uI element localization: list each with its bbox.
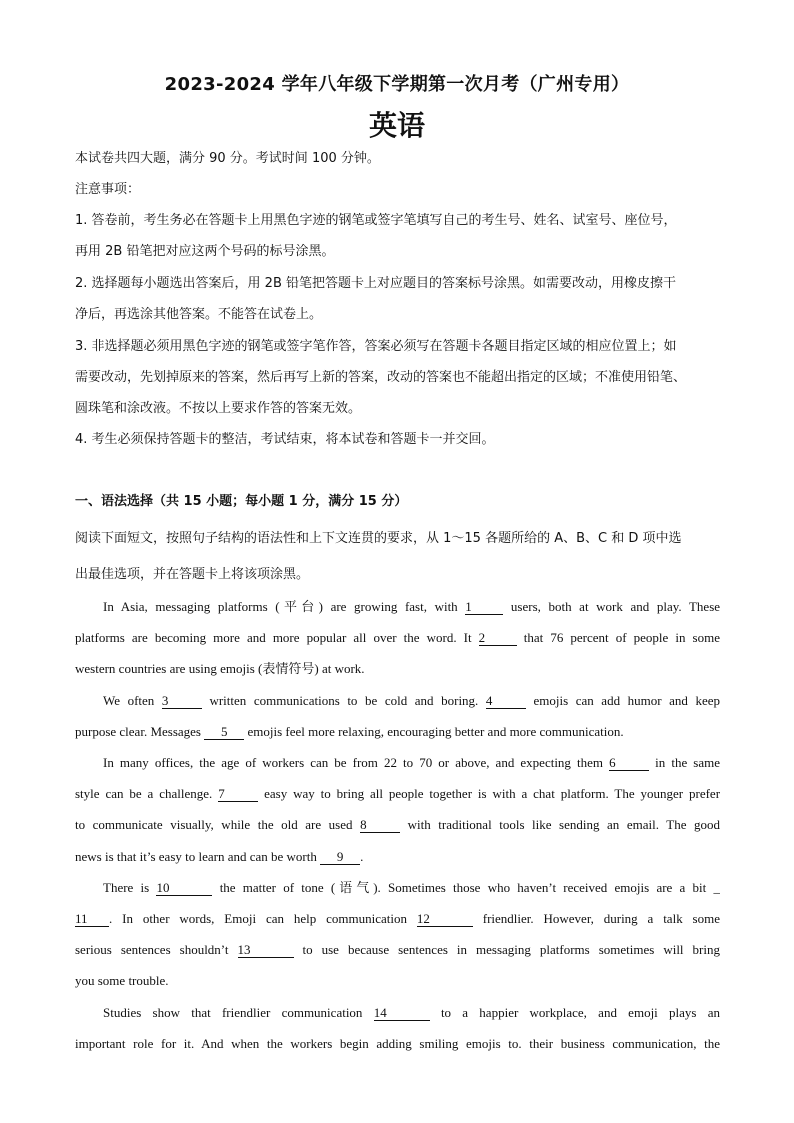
note-3-line-2: 需要改动，先划掉原来的答案，然后再写上新的答案，改动的答案也不能超出指定的区域；不准使用铅笔、 — [75, 370, 687, 385]
passage-text: In Asia, messaging platforms (平台) are growing fast, with — [103, 599, 458, 614]
passage-text: to use because sentences in messaging platforms sometimes will bring — [302, 942, 720, 957]
note-2-line-1: 2. 选择题每小题选出答案后，用 2B 铅笔把答题卡上对应题目的答案标号涂黑。如需要改动，用橡皮擦干 — [75, 276, 676, 291]
passage-line — [75, 692, 720, 710]
subject-title: 英语 — [368, 109, 425, 142]
passage-text: users, both at work and play. These — [510, 599, 720, 614]
blank-5: 5 — [204, 725, 244, 740]
passage-text: In many offices, the age of workers can be from 22 to 70 or above, and expecting them — [103, 755, 603, 770]
blank-1: 1 — [465, 600, 503, 615]
passage-text: emojis can add humor and keep — [533, 693, 720, 708]
blank-13: 13 — [238, 943, 294, 958]
passage-text: We often — [103, 693, 155, 708]
blank-4: 4 — [486, 694, 526, 709]
passage-line — [75, 879, 720, 897]
blank-2: 2 — [479, 631, 517, 646]
passage-text: . — [360, 849, 364, 864]
notes-heading: 注意事项： — [75, 182, 141, 197]
passage-line — [75, 910, 720, 928]
passage-line: western countries are using emojis (表情符号) at work. — [75, 661, 365, 676]
section-1-instructions-1: 阅读下面短文，按照句子结构的语法性和上下文连贯的要求，从 1～15 各题所给的 A、B、C 和 D 项中选 — [75, 531, 682, 546]
exam-title: 2023-2024 学年八年级下学期第一次月考（广州专用） — [164, 74, 630, 95]
blank-14: 14 — [374, 1006, 430, 1021]
passage-text: with traditional tools like sending an email. The good — [407, 817, 720, 832]
passage-text: written communications to be cold and boring. — [209, 693, 479, 708]
passage-text: platforms are becoming more and more popular all over the word. It — [75, 630, 472, 645]
passage-line — [75, 1004, 720, 1022]
passage-text: to a happier workplace, and emoji plays an — [440, 1005, 720, 1020]
passage-text: emojis feel more relaxing, encouraging better and more communication. — [247, 724, 624, 739]
passage-text: Studies show that friendlier communication — [103, 1005, 363, 1020]
blank-8: 8 — [360, 818, 400, 833]
passage-text: easy way to bring all people together is with a chat platform. The younger prefer — [264, 786, 720, 801]
section-1-heading: 一、语法选择（共 15 小题；每小题 1 分，满分 15 分） — [75, 494, 408, 509]
passage-text: news is that it’s easy to learn and can be worth — [75, 849, 317, 864]
note-4: 4. 考生必须保持答题卡的整洁，考试结束，将本试卷和答题卡一并交回。 — [75, 432, 495, 447]
note-1-line-1: 1. 答卷前，考生务必在答题卡上用黑色字迹的钢笔或签字笔填写自己的考生号、姓名、试室号、座位号， — [75, 213, 677, 228]
blank-6: 6 — [609, 756, 649, 771]
passage-text: to communicate visually, while the old are used — [75, 817, 353, 832]
note-3-line-1: 3. 非选择题必须用黑色字迹的钢笔或签字笔作答，答案必须写在答题卡各题目指定区域的相应位置上；如 — [75, 339, 677, 354]
passage-line — [75, 848, 720, 866]
note-2-line-2: 净后，再选涂其他答案。不能答在试卷上。 — [75, 307, 323, 322]
passage-text: . In other words, Emoji can help communication — [109, 911, 407, 926]
blank-11: 11 — [75, 912, 109, 927]
passage-text: _ — [713, 880, 720, 895]
passage-line: important role for it. And when the workers begin adding smiling emojis to. their business communication, the — [75, 1036, 720, 1051]
blank-3: 3 — [162, 694, 202, 709]
passage-text: the matter of tone (语气). Sometimes those who haven’t received emojis are a bit — [219, 880, 707, 895]
passage-text: purpose clear. Messages — [75, 724, 201, 739]
passage-text: in the same — [655, 755, 720, 770]
passage-line — [75, 754, 720, 772]
passage-text: that 76 percent of people in some — [523, 630, 720, 645]
passage-text: serious sentences shouldn’t — [75, 942, 229, 957]
blank-7: 7 — [218, 787, 258, 802]
note-1-line-2: 再用 2B 铅笔把对应这两个号码的标号涂黑。 — [75, 244, 335, 259]
passage-line — [75, 723, 720, 741]
passage-line — [75, 941, 720, 959]
passage-line — [75, 785, 720, 803]
blank-12: 12 — [417, 912, 473, 927]
blank-9: 9 — [320, 850, 360, 865]
section-1-instructions-2: 出最佳选项，并在答题卡上将该项涂黑。 — [75, 567, 310, 582]
passage-line — [75, 816, 720, 834]
note-3-line-3: 圆珠笔和涂改液。不按以上要求作答的答案无效。 — [75, 401, 362, 416]
passage-text: friendlier. However, during a talk some — [482, 911, 720, 926]
passage-line — [75, 629, 720, 647]
passage-text: There is — [103, 880, 150, 895]
passage-text: style can be a challenge. — [75, 786, 213, 801]
blank-10: 10 — [156, 881, 212, 896]
exam-info: 本试卷共四大题，满分 90 分。考试时间 100 分钟。 — [75, 151, 380, 166]
passage-line: you some trouble. — [75, 973, 169, 988]
passage-line — [75, 598, 720, 616]
